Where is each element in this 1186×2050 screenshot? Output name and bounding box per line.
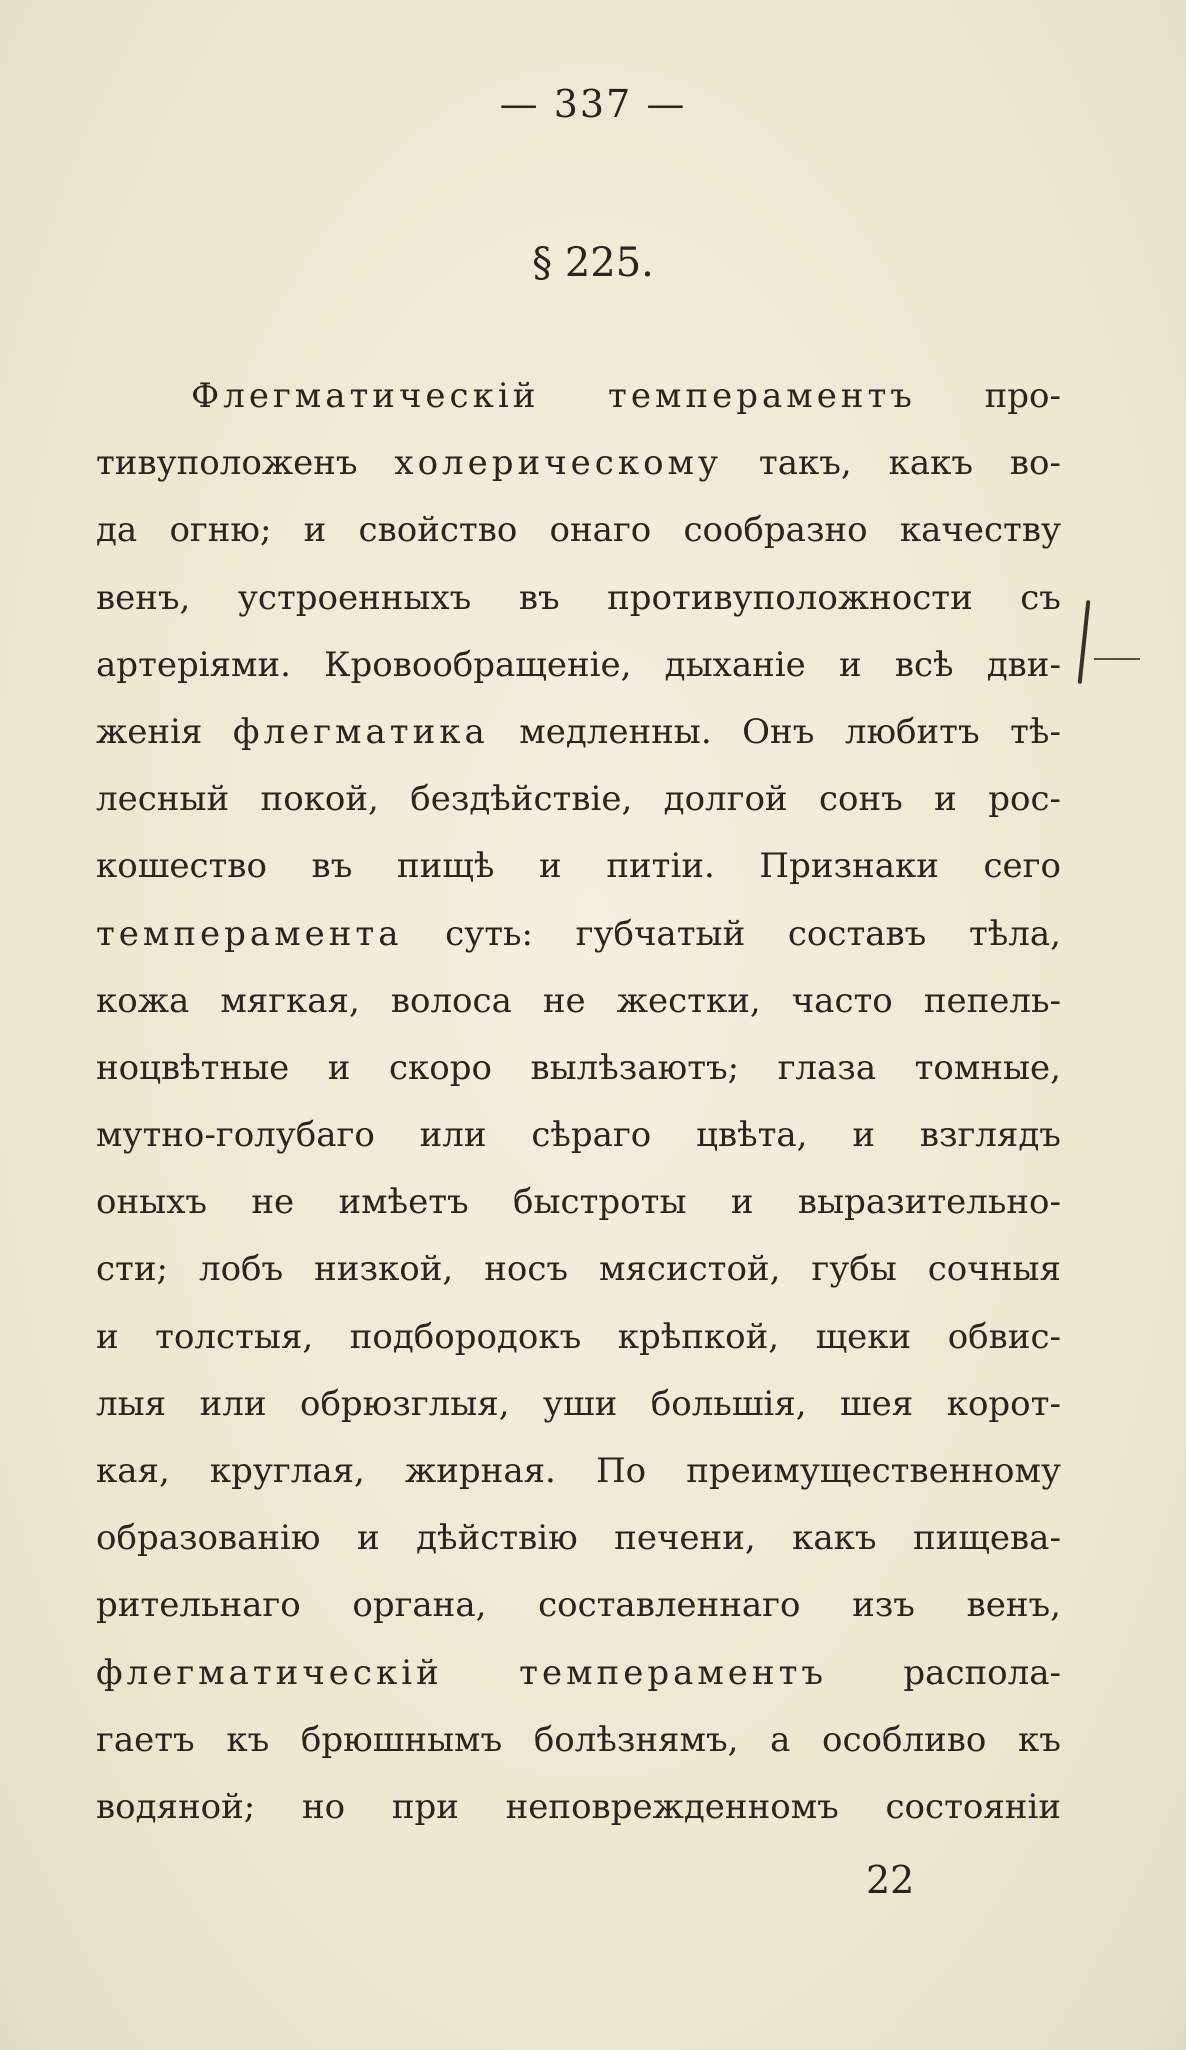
word: а — [770, 1719, 791, 1760]
word: не — [542, 980, 586, 1021]
text-line — [96, 1572, 1061, 1639]
word: губы — [811, 1249, 897, 1290]
word: огню; — [169, 510, 272, 551]
word: тѣла, — [968, 913, 1061, 954]
word: оныхъ — [96, 1182, 207, 1223]
word: преимущественному — [686, 1451, 1061, 1491]
word: съ — [1020, 577, 1061, 618]
word: взглядъ — [919, 1115, 1061, 1156]
word: или — [199, 1383, 267, 1424]
word: артеріями. — [96, 644, 291, 685]
text-line — [96, 1371, 1061, 1438]
signature-number: 22 — [866, 1858, 915, 1902]
word: дви- — [986, 644, 1061, 685]
word: низкой, — [314, 1249, 454, 1290]
word: холерическому — [394, 443, 723, 484]
word: обрюзглыя, — [299, 1383, 510, 1424]
word: кая, — [96, 1451, 170, 1491]
word: сего — [983, 846, 1061, 887]
word: любитъ — [844, 711, 980, 752]
word: дѣйствію — [416, 1518, 578, 1559]
word: но — [301, 1786, 346, 1827]
word: печени, — [614, 1518, 756, 1559]
margin-dash — [1094, 658, 1140, 660]
text-line — [96, 1774, 1061, 1841]
word: брюшнымъ — [300, 1719, 503, 1760]
word: рительнаго — [96, 1585, 301, 1626]
page-number: — 337 — — [499, 82, 687, 126]
word: носъ — [484, 1249, 569, 1290]
word: мягкая, — [220, 980, 360, 1021]
text-line — [96, 565, 1061, 632]
word: сти; — [96, 1249, 168, 1290]
word: такъ, — [758, 443, 852, 484]
word: быстроты — [513, 1182, 687, 1223]
text-line — [96, 968, 1061, 1035]
word: водяной; — [96, 1786, 256, 1827]
section-heading: § 225. — [532, 240, 654, 286]
word: и — [934, 779, 957, 820]
text-line — [96, 430, 1061, 497]
word: толстыя, — [155, 1316, 314, 1357]
word: кожа — [96, 980, 190, 1021]
word: лыя — [96, 1383, 167, 1424]
word: образованію — [96, 1518, 321, 1559]
word: медленны. — [519, 711, 712, 752]
word: болѣзнямъ, — [533, 1719, 739, 1760]
word: качеству — [899, 510, 1061, 551]
word: темпераментъ — [608, 376, 916, 416]
word: темпераментъ — [519, 1652, 828, 1693]
text-line — [96, 1640, 1061, 1707]
text-line — [96, 632, 1061, 699]
margin-mark — [1078, 600, 1091, 684]
word: уши — [543, 1383, 618, 1424]
word: свойство — [358, 510, 518, 551]
word: томные, — [914, 1047, 1061, 1088]
word: лобъ — [198, 1249, 284, 1290]
word: вылѣзаютъ; — [530, 1047, 740, 1088]
word: имѣетъ — [338, 1182, 469, 1223]
word: подбородокъ — [349, 1316, 582, 1357]
word: обвис- — [947, 1316, 1061, 1357]
word: къ — [226, 1719, 270, 1760]
word: ноцвѣтные — [96, 1047, 290, 1088]
word: распола- — [903, 1652, 1061, 1693]
text-line — [96, 1102, 1061, 1169]
word: Признаки — [759, 846, 939, 887]
paragraph — [96, 363, 1061, 1841]
word: какъ — [792, 1518, 877, 1559]
word: флегматическій — [96, 1652, 443, 1693]
word: противуположности — [607, 577, 973, 618]
word: щеки — [815, 1316, 912, 1357]
word: флегматика — [232, 711, 489, 752]
word: венъ, — [966, 1585, 1061, 1626]
word: лесный — [96, 779, 230, 820]
word: не — [251, 1182, 295, 1223]
word: и — [838, 644, 862, 685]
word: шея — [840, 1383, 914, 1424]
word: всѣ — [894, 644, 954, 685]
word: кошество — [96, 846, 267, 887]
word: какъ — [888, 443, 973, 484]
word: состояніи — [885, 1786, 1061, 1827]
word: составленнаго — [538, 1585, 801, 1626]
word: Флегматическій — [191, 376, 540, 416]
word: венъ, — [96, 577, 191, 618]
word: бездѣйствіе, — [410, 779, 633, 820]
word: органа, — [352, 1585, 487, 1626]
word: и — [730, 1182, 754, 1223]
word: долгой — [663, 779, 788, 820]
word: скоро — [388, 1047, 492, 1088]
word: и — [357, 1518, 380, 1559]
word: и — [96, 1316, 119, 1357]
word: Кровообращеніе, — [324, 644, 632, 685]
word: онаго — [549, 510, 652, 551]
word: жестки, — [616, 980, 761, 1021]
text-line — [96, 833, 1061, 900]
word: тивуположенъ — [96, 443, 358, 484]
word: составъ — [787, 913, 927, 954]
word: и — [539, 846, 562, 887]
word: въ — [311, 846, 353, 887]
word: пищѣ — [396, 846, 495, 887]
word: пищева- — [912, 1518, 1061, 1559]
text-line — [96, 766, 1061, 833]
word: мутно-голубаго — [96, 1115, 375, 1156]
word: глаза — [777, 1047, 877, 1088]
word: дыханіе — [664, 644, 806, 685]
text-line — [96, 901, 1061, 968]
word: гаетъ — [96, 1719, 195, 1760]
word: особливо — [822, 1719, 987, 1760]
word: жирная. — [404, 1451, 556, 1491]
word: и — [327, 1047, 351, 1088]
word: корот- — [946, 1383, 1061, 1424]
text-line — [96, 1236, 1061, 1303]
word: при — [391, 1786, 459, 1827]
word: круглая, — [209, 1451, 365, 1491]
word: рос- — [988, 779, 1061, 820]
word: сонъ — [818, 779, 903, 820]
text-line — [96, 1707, 1061, 1774]
word: устроенныхъ — [237, 577, 472, 618]
word: большія, — [650, 1383, 807, 1424]
word: мясистой, — [599, 1249, 781, 1290]
word: часто — [791, 980, 893, 1021]
text-line — [96, 1505, 1061, 1572]
text-line — [96, 363, 1061, 430]
word: выразительно- — [797, 1182, 1061, 1223]
word: во- — [1009, 443, 1061, 484]
word: волоса — [390, 980, 512, 1021]
word: изъ — [852, 1585, 915, 1626]
word: въ — [518, 577, 560, 618]
word: про- — [984, 376, 1061, 416]
text-line — [96, 1438, 1061, 1505]
word: сочныя — [927, 1249, 1061, 1290]
word: или — [419, 1115, 487, 1156]
text-line — [96, 699, 1061, 766]
word: крѣпкой, — [617, 1316, 780, 1357]
word: По — [595, 1451, 647, 1491]
word: да — [96, 510, 138, 551]
text-line — [96, 1304, 1061, 1371]
word: Онъ — [742, 711, 815, 752]
text-line — [96, 497, 1061, 564]
word: темперамента — [96, 913, 403, 954]
word: къ — [1018, 1719, 1061, 1760]
word: женія — [96, 711, 203, 752]
word: сообразно — [683, 510, 868, 551]
word: и — [852, 1115, 875, 1156]
word: покой, — [260, 779, 379, 820]
text-line — [96, 1035, 1061, 1102]
word: питіи. — [606, 846, 715, 887]
word: губчатый — [575, 913, 746, 954]
text-line — [96, 1169, 1061, 1236]
word: суть: — [445, 913, 533, 954]
word: неповрежденномъ — [505, 1786, 839, 1827]
word: сѣраго — [531, 1115, 652, 1156]
word: и — [303, 510, 327, 551]
word: тѣ- — [1010, 711, 1061, 752]
word: пепель- — [923, 980, 1061, 1021]
word: цвѣта, — [696, 1115, 808, 1156]
